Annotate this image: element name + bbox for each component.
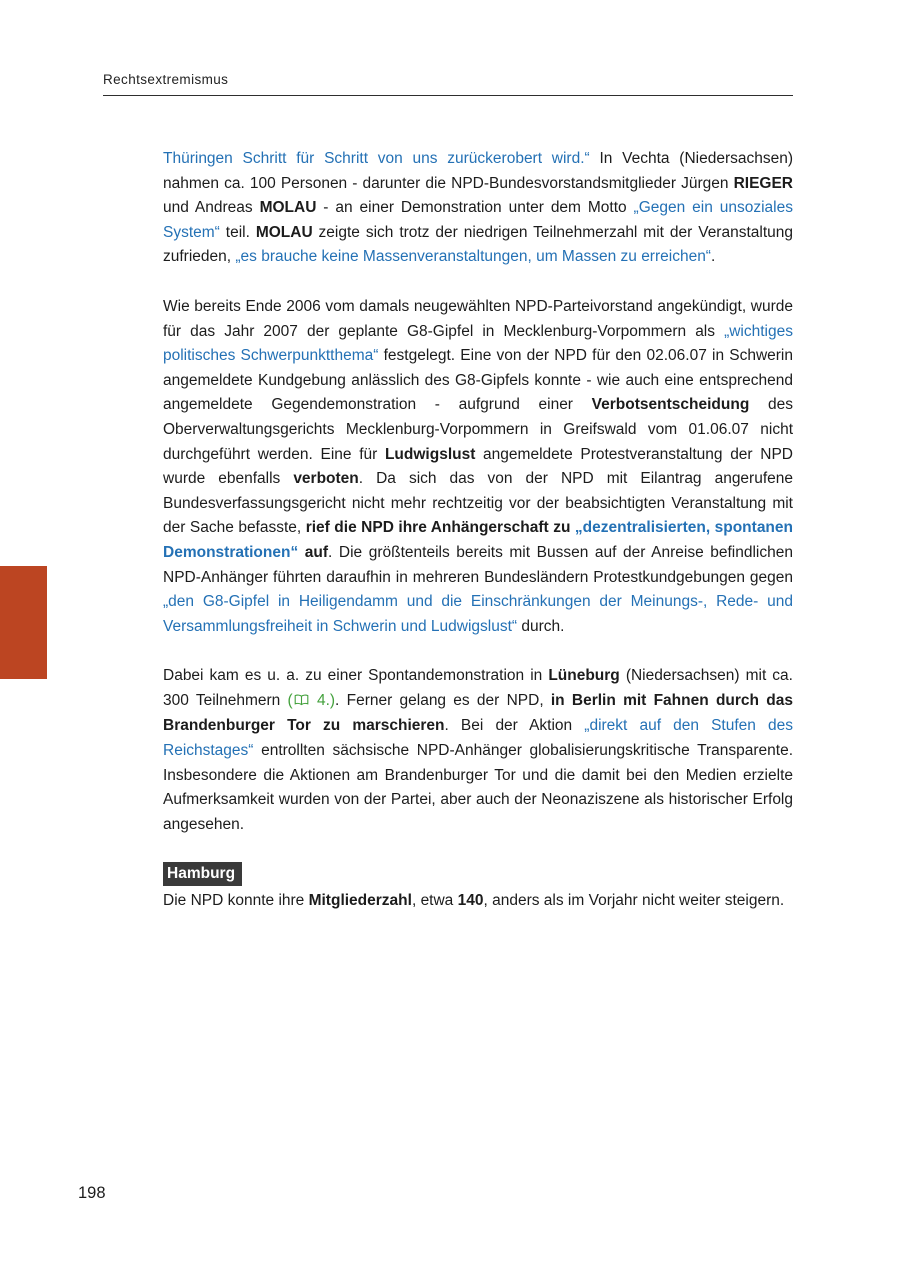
text-run: Dabei kam es u. a. zu einer Spontandemonstration in — [163, 667, 549, 685]
margin-tab-marker — [0, 566, 47, 679]
text-run: zeigte sich trotz der niedrigen Teilnehmerzahl mit der Veranstaltung zufrieden, — [163, 223, 794, 266]
text-run: „dezentralisierten, spontanen Demonstrationen“ — [163, 519, 793, 561]
text-run: . Bei der Aktion — [444, 717, 585, 735]
text-run: „Gegen ein unsoziales System“ — [163, 199, 793, 241]
text-run: . Da sich das von der NPD mit Eilantrag angerufene Bundesverfassungsgericht nicht mehr rechtzeitig vor der beabsichtigten Veranstaltung mit der Sache befasste, — [163, 470, 794, 537]
text-run: entrollten sächsische NPD-Anhänger globalisierungskritische Transparente. Insbesondere die Aktionen am Brandenburger Tor und die damit bei den Medien erzielte Aufmerksamkeit wurden von der Partei, aber auch der Neonaziszene als historischer Erfolg angesehen. — [163, 742, 793, 833]
paragraph — [163, 295, 793, 639]
text-run: , etwa — [411, 892, 458, 910]
text-run: Thüringen Schritt für Schritt von uns zurückerobert wird.“ — [163, 150, 590, 167]
section-label-row — [163, 862, 793, 887]
text-run: Verbotsentscheidung — [591, 396, 750, 414]
text-run: - an einer Demonstration unter dem Motto — [316, 199, 634, 217]
text-run: MOLAU — [259, 199, 317, 217]
paragraph — [163, 147, 793, 270]
text-run: In Vechta (Niedersachsen) nahmen ca. 100 Personen - darunter die NPD-Bundesvorstandsmitglieder Jürgen — [163, 150, 794, 192]
text-run: Mitgliederzahl — [308, 892, 412, 910]
text-run: des Oberverwaltungsgerichts Mecklenburg-Vorpommern in Greifswald vom 01.06.07 nicht durchgeführt werden. Eine für — [163, 396, 793, 463]
text-run: MOLAU — [255, 223, 313, 241]
text-run: verboten — [293, 470, 359, 488]
text-run: Ludwigslust — [384, 445, 476, 463]
text-run: . Ferner gelang es der NPD, — [335, 691, 551, 709]
text-run: Die NPD konnte ihre — [163, 892, 309, 910]
body-text — [163, 147, 793, 914]
text-run: auf — [298, 543, 329, 561]
text-run: (Niedersachsen) mit ca. 300 Teilnehmern — [163, 667, 793, 709]
text-run: angemeldete Protestveranstaltung der NPD wurde ebenfalls — [163, 445, 793, 488]
text-run: Lüneburg — [548, 667, 620, 685]
text-run: „den G8-Gipfel in Heiligendamm und die Einschränkungen der Meinungs-, Rede- und Versammlungsfreiheit in Schwerin und Ludwigslust“ — [163, 593, 793, 635]
paragraph — [163, 889, 793, 914]
text-run: RIEGER — [733, 174, 793, 192]
text-run: ( — [287, 691, 293, 709]
text-run: 140 — [457, 892, 484, 910]
text-run: teil. — [219, 223, 256, 241]
text-run: . Die größtenteils bereits mit Bussen auf der Anreise befindlichen NPD-Anhänger führten daraufhin in mehreren Bundesländern Protestkundgebungen gegen — [163, 543, 793, 586]
text-run: rief die NPD ihre Anhängerschaft zu — [305, 519, 575, 537]
text-run: Wie bereits Ende 2006 vom damals neugewählten NPD-Parteivorstand angekündigt, wurde für das Jahr 2007 der geplante G8-Gipfel in Mecklenburg-Vorpommern als — [163, 297, 793, 340]
paragraph — [163, 664, 793, 837]
text-run: festgelegt. Eine von der NPD für den 02.06.07 in Schwerin angemeldete Kundgebung anlässlich des G8-Gipfels konnte - wie auch eine entsprechend angemeldete Gegendemonstration - aufgrund einer — [163, 347, 793, 414]
text-run: durch. — [517, 617, 565, 635]
text-run: 4.) — [309, 691, 336, 709]
open-book-icon — [294, 690, 309, 715]
text-run: , anders als im Vorjahr nicht weiter steigern. — [483, 892, 785, 910]
running-header: Rechtsextremismus — [103, 72, 793, 96]
text-run: . — [710, 248, 716, 266]
text-run: in Berlin mit Fahnen durch das Brandenburger Tor zu marschieren — [163, 691, 793, 735]
text-run: „direkt auf den Stufen des Reichstages“ — [163, 717, 793, 760]
page-number: 198 — [78, 1184, 106, 1202]
text-run: und Andreas — [163, 199, 260, 217]
text-run: „wichtiges politisches Schwerpunktthema“ — [163, 322, 793, 365]
text-run: „es brauche keine Massenveranstaltungen, um Massen zu erreichen“ — [235, 248, 711, 266]
section-label-hamburg: Hamburg — [163, 862, 242, 886]
